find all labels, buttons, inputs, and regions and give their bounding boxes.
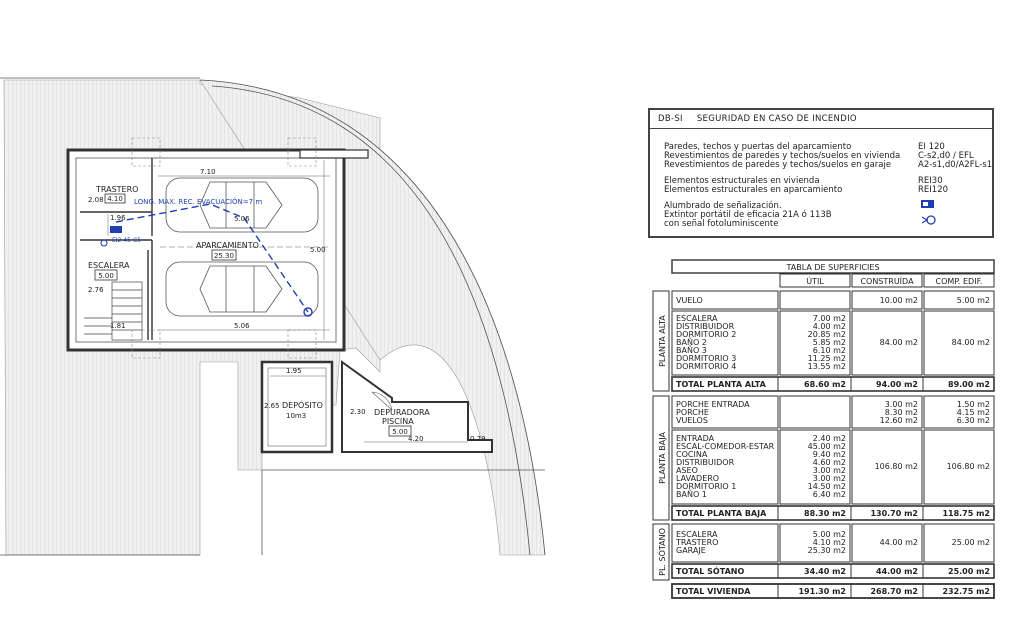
alta-construida: 84.00 m2 <box>879 338 918 347</box>
col-header-comp: COMP. EDIF. <box>935 277 983 286</box>
room-util: 4.60 m2 <box>812 458 846 467</box>
deposit-volume: 10m3 <box>286 412 307 420</box>
signal-light-icon <box>920 198 936 210</box>
room-util: 13.55 m2 <box>807 362 846 371</box>
dim-depuradora-x: 0.79 <box>470 435 486 443</box>
total-vivienda-construida: 268.70 m2 <box>870 587 918 596</box>
legend-header <box>650 110 992 129</box>
door-sign-label: EI2 45-C5 <box>112 237 142 244</box>
baja-comp: 106.80 m2 <box>946 462 990 471</box>
room-util: 20.85 m2 <box>807 330 846 339</box>
legend-row: Alumbrado de señalización. <box>664 201 782 211</box>
total-sotano-name: TOTAL SÓTANO <box>676 567 745 576</box>
room-label-piscina: PISCINA <box>382 417 414 426</box>
room-name: GARAJE <box>676 546 706 555</box>
area-aparcamiento: 25.30 <box>213 252 235 260</box>
total-vivienda-name: TOTAL VIVIENDA <box>676 587 751 596</box>
room-name: DISTRIBUIDOR <box>676 458 735 467</box>
extinguisher-legend-icon <box>920 214 938 226</box>
area-trastero: 4.10 <box>107 195 123 203</box>
dim-left-c: 2.76 <box>88 286 104 294</box>
room-name: BAÑO 3 <box>676 346 707 355</box>
ext-comp: 6.30 m2 <box>956 416 990 425</box>
room-util: 3.00 m2 <box>812 466 846 475</box>
room-label-depuradora: DEPURADORA <box>374 408 430 417</box>
total-alta-name: TOTAL PLANTA ALTA <box>676 380 766 389</box>
ext-name: VUELOS <box>676 416 708 425</box>
total-vivienda-comp: 232.75 m2 <box>942 587 990 596</box>
room-util: 7.00 m2 <box>812 314 846 323</box>
room-util: 14.50 m2 <box>807 482 846 491</box>
legend-value: EI 120 <box>918 142 945 152</box>
dim-left-b: 1.96 <box>110 214 126 222</box>
total-baja-util: 88.30 m2 <box>804 509 846 518</box>
total-sotano-comp: 25.00 m2 <box>948 567 990 576</box>
legend-row: Elementos estructurales en aparcamiento <box>664 185 843 195</box>
dim-top: 7.10 <box>200 168 216 176</box>
room-util: 5.00 m2 <box>812 530 846 539</box>
legend-title: SEGURIDAD EN CASO DE INCENDIO <box>696 114 857 124</box>
total-alta-construida: 94.00 m2 <box>876 380 918 389</box>
total-alta-comp: 89.00 m2 <box>948 380 990 389</box>
room-util: 3.00 m2 <box>812 474 846 483</box>
sotano-construida: 44.00 m2 <box>879 538 918 547</box>
row-vuelo-construida: 10.00 m2 <box>879 296 918 305</box>
room-label-aparcamiento: APARCAMIENTO <box>196 241 259 250</box>
room-name: BAÑO 2 <box>676 338 707 347</box>
room-util: 6.40 m2 <box>812 490 846 499</box>
baja-room-list <box>676 434 846 499</box>
row-vuelo-comp: 5.00 m2 <box>956 296 990 305</box>
room-label-deposito: DEPÓSITO <box>282 401 323 410</box>
room-name: COCINA <box>676 450 708 459</box>
legend-value: C-s2,d0 / EFL <box>918 151 974 161</box>
total-baja-construida: 130.70 m2 <box>870 509 918 518</box>
room-util: 45.00 m2 <box>807 442 846 451</box>
area-escalera: 5.00 <box>98 272 114 280</box>
baja-construida: 106.80 m2 <box>874 462 918 471</box>
legend-value: REI30 <box>918 176 943 186</box>
legend-value: REI120 <box>918 185 949 195</box>
dim-right: 5.00 <box>310 246 326 254</box>
room-name: ASEO <box>676 466 698 475</box>
evacuation-length-label: LONG. MAX. REC. EVACUACIÓN=7 m <box>134 198 263 206</box>
ext-construida: 3.00 m2 <box>884 400 918 409</box>
dim-depuradora-height: 2.30 <box>350 408 366 416</box>
ext-name: PORCHE <box>676 408 709 417</box>
legend-value: A2-s1,d0/A2FL-s1 <box>918 160 993 170</box>
dim-left-d: 1.81 <box>110 322 126 330</box>
total-sotano-util: 34.40 m2 <box>804 567 846 576</box>
row-vuelo-name: VUELO <box>676 296 703 305</box>
emergency-light-icon <box>110 226 122 233</box>
legend-row: Revestimientos de paredes y techos/suelos en garaje <box>664 160 892 170</box>
total-sotano-construida: 44.00 m2 <box>876 567 918 576</box>
sotano-room-list <box>675 530 846 555</box>
dim-depuradora-width: 4.20 <box>408 435 424 443</box>
room-name: ESCALERA <box>676 314 718 323</box>
table-title: TABLA DE SUPERFICIES <box>786 263 880 272</box>
room-name: DORMITORIO 3 <box>676 354 737 363</box>
room-util: 25.30 m2 <box>807 546 846 555</box>
legend-row: Paredes, techos y puertas del aparcamiento <box>664 142 852 152</box>
section-label-baja: PLANTA BAJA <box>658 432 667 484</box>
ext-construida: 8.30 m2 <box>884 408 918 417</box>
ext-comp: 4.15 m2 <box>956 408 990 417</box>
room-name: DORMITORIO 1 <box>676 482 737 491</box>
legend-row: con señal fotoluminiscente <box>664 219 779 229</box>
room-name: TRASTERO <box>676 538 719 547</box>
dim-deposit-height: 2.65 <box>264 402 280 410</box>
ext-comp: 1.50 m2 <box>956 400 990 409</box>
total-baja-name: TOTAL PLANTA BAJA <box>676 509 767 518</box>
col-header-util: ÚTIL <box>806 277 824 286</box>
room-label-trastero: TRASTERO <box>96 185 139 194</box>
room-name: DISTRIBUIDOR <box>676 322 735 331</box>
legend-code: DB-SI <box>658 114 683 124</box>
room-util: 2.40 m2 <box>812 434 846 443</box>
section-label-sotano: PL. SÓTANO <box>658 528 667 576</box>
col-header-construida: CONSTRUÍDA <box>860 277 914 286</box>
room-util: 9.40 m2 <box>812 450 846 459</box>
legend-row: Revestimientos de paredes y techos/suelos en vivienda <box>664 151 901 161</box>
dim-left-a: 2.08 <box>88 196 104 204</box>
alta-room-list <box>676 314 846 371</box>
room-util: 4.10 m2 <box>812 538 846 547</box>
section-label-alta: PLANTA ALTA <box>658 315 667 367</box>
room-name: ESCALERA <box>676 530 718 539</box>
room-util: 11.25 m2 <box>807 354 846 363</box>
room-util: 4.00 m2 <box>812 322 846 331</box>
dim-car2: 5.06 <box>234 322 250 330</box>
room-name: BAÑO 1 <box>676 490 707 499</box>
alta-comp: 84.00 m2 <box>951 338 990 347</box>
legend-row: Extintor portátil de eficacia 21A ó 113B <box>664 210 832 220</box>
room-util: 5.85 m2 <box>812 338 846 347</box>
ext-name: PORCHE ENTRADA <box>676 400 750 409</box>
total-alta-util: 68.60 m2 <box>804 380 846 389</box>
room-name: LAVADERO <box>676 474 720 483</box>
room-name: ESCAL-COMEDOR-ESTAR <box>676 442 775 451</box>
total-vivienda-util: 191.30 m2 <box>798 587 846 596</box>
dim-deposit-width: 1.95 <box>286 367 302 375</box>
room-name: DORMITORIO 4 <box>676 362 737 371</box>
ext-construida: 12.60 m2 <box>879 416 918 425</box>
room-label-escalera: ESCALERA <box>88 261 130 270</box>
legend-row: Elementos estructurales en vivienda <box>664 176 820 186</box>
dim-car1: 5.06 <box>234 215 250 223</box>
room-name: ENTRADA <box>676 434 715 443</box>
total-baja-comp: 118.75 m2 <box>942 509 990 518</box>
sotano-comp: 25.00 m2 <box>951 538 990 547</box>
room-util: 6.10 m2 <box>812 346 846 355</box>
fire-safety-legend <box>648 108 994 238</box>
room-name: DORMITORIO 2 <box>676 330 737 339</box>
area-depuradora: 5.00 <box>392 428 408 436</box>
